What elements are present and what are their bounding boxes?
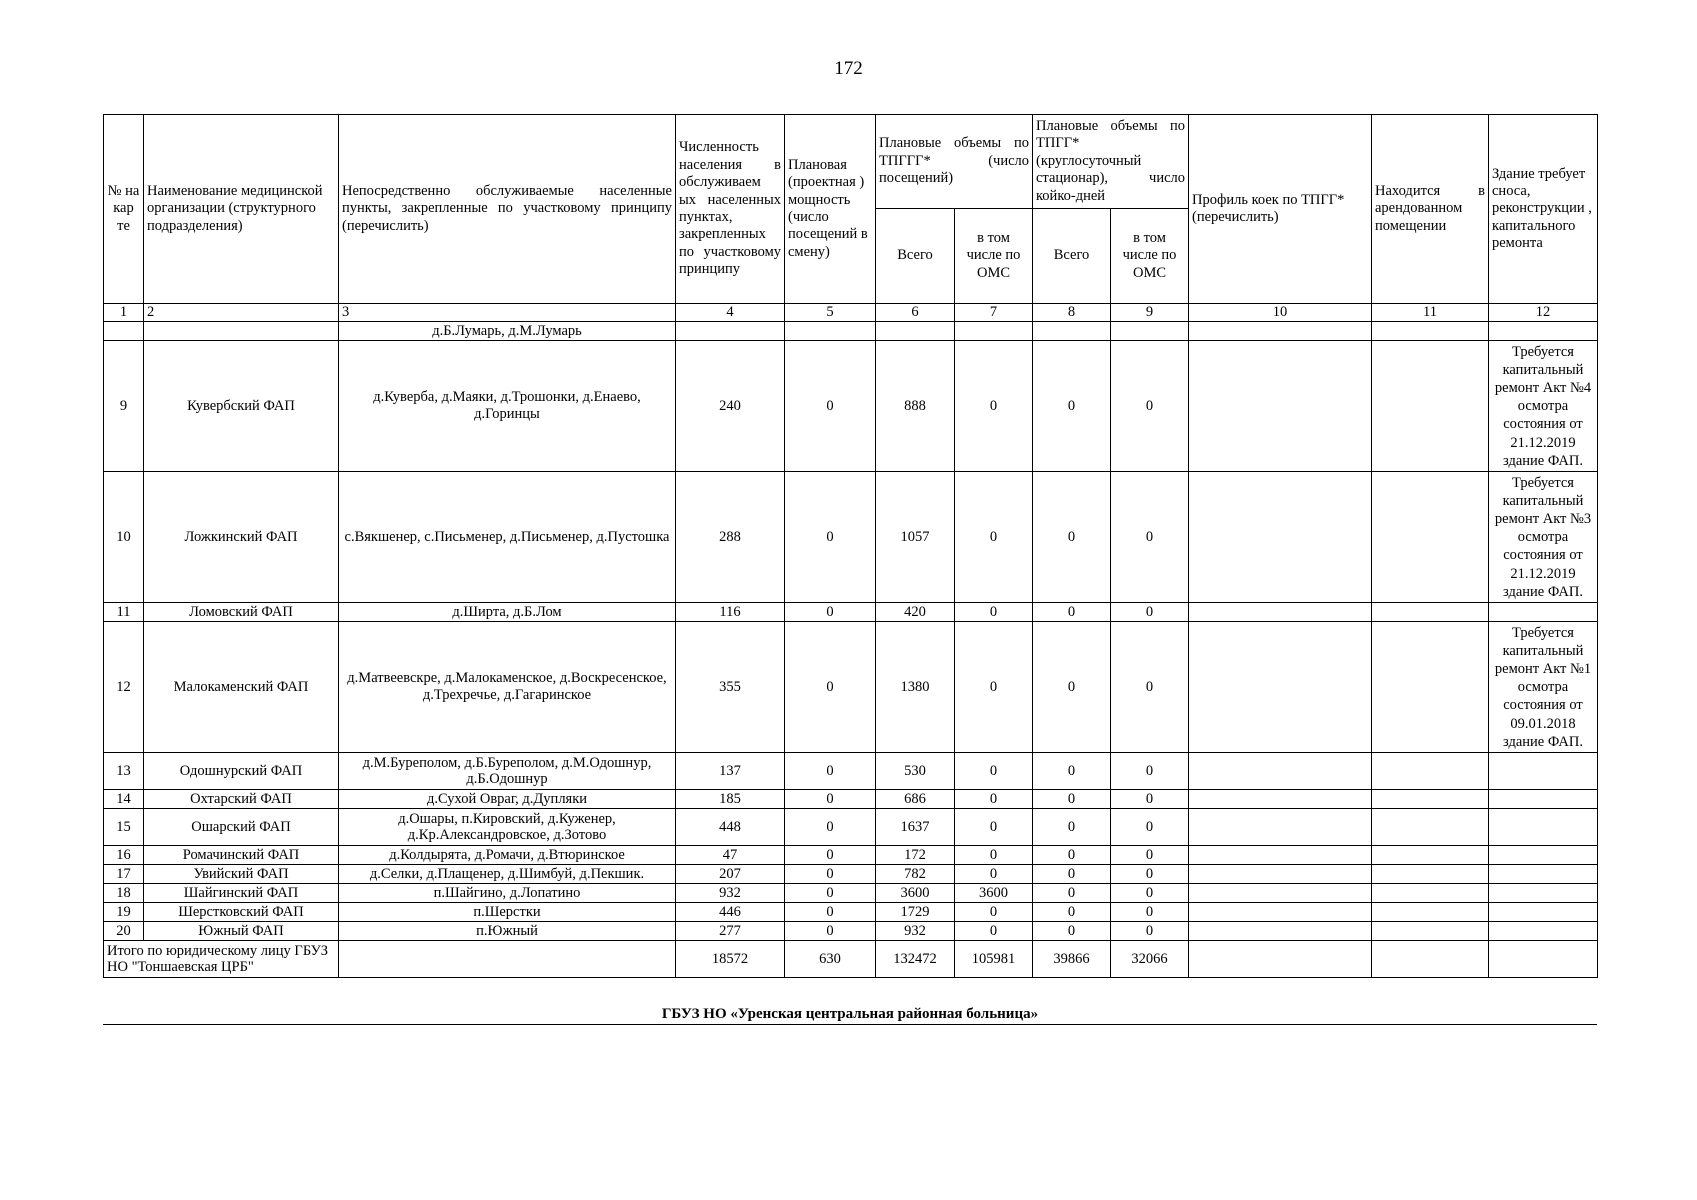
building-note <box>1489 903 1598 922</box>
row-number: 15 <box>104 809 144 846</box>
column-number: 3 <box>339 304 676 322</box>
row-number: 11 <box>104 603 144 622</box>
row-number: 13 <box>104 753 144 790</box>
beds-oms-cell: 0 <box>1111 922 1189 941</box>
row-number: 19 <box>104 903 144 922</box>
population-cell: 207 <box>676 865 785 884</box>
population-cell: 277 <box>676 922 785 941</box>
facility-name: Увийский ФАП <box>144 865 339 884</box>
carry-over-row <box>104 322 1598 341</box>
capacity-cell: 0 <box>785 790 876 809</box>
row-number: 16 <box>104 846 144 865</box>
header-org-name: Наименование медицинской организации (структурного подразделения) <box>144 115 339 304</box>
settlements-cell: п.Южный <box>339 922 676 941</box>
beds-oms-cell: 0 <box>1111 790 1189 809</box>
table-row <box>104 472 1598 603</box>
table-row <box>104 922 1598 941</box>
header-beds-group: Плановые объемы по ТПГГ* (круглосуточный стационар), число койко-дней <box>1033 115 1189 209</box>
header-visits-total: Всего <box>876 209 955 304</box>
settlements-cell: с.Вякшенер, с.Письменер, д.Письменер, д.Пустошка <box>339 472 676 603</box>
visits-total-cell: 530 <box>876 753 955 790</box>
settlements-cell: д.Куверба, д.Маяки, д.Трошонки, д.Енаево, д.Горинцы <box>339 341 676 472</box>
facility-name: Ромачинский ФАП <box>144 846 339 865</box>
column-number: 5 <box>785 304 876 322</box>
building-note: Требуется капитальный ремонт Акт №3 осмотра состояния от 21.12.2019 здание ФАП. <box>1489 472 1598 603</box>
total-beds-oms: 32066 <box>1111 941 1189 978</box>
building-note <box>1489 809 1598 846</box>
total-row <box>104 941 1598 978</box>
table-row <box>104 903 1598 922</box>
population-cell: 355 <box>676 622 785 753</box>
row-number: 18 <box>104 884 144 903</box>
table-row <box>104 884 1598 903</box>
beds-total-cell: 0 <box>1033 603 1111 622</box>
header-number: № на кар те <box>104 115 144 304</box>
header-visits-oms: в том числе по ОМС <box>955 209 1033 304</box>
settlements-cell: д.Колдырята, д.Ромачи, д.Втюринское <box>339 846 676 865</box>
visits-total-cell: 3600 <box>876 884 955 903</box>
building-note <box>1489 865 1598 884</box>
total-visits-oms: 105981 <box>955 941 1033 978</box>
population-cell: 116 <box>676 603 785 622</box>
row-number: 12 <box>104 622 144 753</box>
visits-oms-cell: 3600 <box>955 884 1033 903</box>
next-organization-title: ГБУЗ НО «Уренская центральная районная больница» <box>661 1006 1039 1022</box>
facility-name: Малокаменский ФАП <box>144 622 339 753</box>
visits-total-cell: 1729 <box>876 903 955 922</box>
capacity-cell: 0 <box>785 903 876 922</box>
beds-total-cell: 0 <box>1033 884 1111 903</box>
header-building-repair: Здание требует сноса, реконструкции , капитального ремонта <box>1489 115 1598 304</box>
building-note <box>1489 922 1598 941</box>
population-cell: 240 <box>676 341 785 472</box>
header-bed-profile: Профиль коек по ТПГГ* (перечислить) <box>1189 115 1372 304</box>
capacity-cell: 0 <box>785 846 876 865</box>
settlements-cell: д.Селки, д.Плащенер, д.Шимбуй, д.Пекшик. <box>339 865 676 884</box>
table-row <box>104 622 1598 753</box>
column-numbers-row <box>104 304 1598 322</box>
visits-total-cell: 686 <box>876 790 955 809</box>
building-note <box>1489 846 1598 865</box>
facility-name: Ломовский ФАП <box>144 603 339 622</box>
beds-oms-cell: 0 <box>1111 753 1189 790</box>
visits-total-cell: 932 <box>876 922 955 941</box>
population-cell: 137 <box>676 753 785 790</box>
settlements-cell: п.Шерстки <box>339 903 676 922</box>
beds-total-cell: 0 <box>1033 809 1111 846</box>
header-settlements: Непосредственно обслуживаемые населенные пункты, закрепленные по участковому принципу (перечислить) <box>339 115 676 304</box>
population-cell: 185 <box>676 790 785 809</box>
header-population: Численность населения в обслуживаем ых населенных пунктах, закрепленных по участковому принципу <box>676 115 785 304</box>
visits-oms-cell: 0 <box>955 622 1033 753</box>
visits-total-cell: 1380 <box>876 622 955 753</box>
column-number: 11 <box>1372 304 1489 322</box>
header-beds-total: Всего <box>1033 209 1111 304</box>
column-number: 1 <box>104 304 144 322</box>
beds-total-cell: 0 <box>1033 341 1111 472</box>
beds-oms-cell: 0 <box>1111 603 1189 622</box>
page-number: 172 <box>834 58 863 79</box>
visits-oms-cell: 0 <box>955 472 1033 603</box>
facility-name: Одошнурский ФАП <box>144 753 339 790</box>
visits-oms-cell: 0 <box>955 753 1033 790</box>
facility-name: Шерстковский ФАП <box>144 903 339 922</box>
header-beds-oms: в том числе по ОМС <box>1111 209 1189 304</box>
visits-total-cell: 172 <box>876 846 955 865</box>
total-visits: 132472 <box>876 941 955 978</box>
beds-total-cell: 0 <box>1033 753 1111 790</box>
column-number: 2 <box>144 304 339 322</box>
visits-oms-cell: 0 <box>955 809 1033 846</box>
beds-total-cell: 0 <box>1033 865 1111 884</box>
beds-oms-cell: 0 <box>1111 903 1189 922</box>
column-number: 8 <box>1033 304 1111 322</box>
capacity-cell: 0 <box>785 865 876 884</box>
table-row <box>104 341 1598 472</box>
settlements-cell: д.Сухой Овраг, д.Дупляки <box>339 790 676 809</box>
visits-oms-cell: 0 <box>955 922 1033 941</box>
column-number: 4 <box>676 304 785 322</box>
beds-total-cell: 0 <box>1033 472 1111 603</box>
table-row <box>104 753 1598 790</box>
beds-total-cell: 0 <box>1033 846 1111 865</box>
facility-name: Южный ФАП <box>144 922 339 941</box>
total-label: Итого по юридическому лицу ГБУЗ НО "Тоншаевская ЦРБ" <box>104 941 339 978</box>
total-population: 18572 <box>676 941 785 978</box>
visits-oms-cell: 0 <box>955 603 1033 622</box>
beds-oms-cell: 0 <box>1111 809 1189 846</box>
capacity-cell: 0 <box>785 341 876 472</box>
row-number: 20 <box>104 922 144 941</box>
settlements-cell: д.Б.Лумарь, д.М.Лумарь <box>339 322 676 341</box>
table-row <box>104 809 1598 846</box>
visits-total-cell: 1057 <box>876 472 955 603</box>
visits-total-cell: 420 <box>876 603 955 622</box>
visits-total-cell: 888 <box>876 341 955 472</box>
visits-oms-cell: 0 <box>955 865 1033 884</box>
header-rented: Находится в арендованном помещении <box>1372 115 1489 304</box>
population-cell: 47 <box>676 846 785 865</box>
row-number: 9 <box>104 341 144 472</box>
beds-total-cell: 0 <box>1033 903 1111 922</box>
column-number: 10 <box>1189 304 1372 322</box>
row-number: 14 <box>104 790 144 809</box>
visits-oms-cell: 0 <box>955 341 1033 472</box>
building-note: Требуется капитальный ремонт Акт №1 осмотра состояния от 09.01.2018 здание ФАП. <box>1489 622 1598 753</box>
building-note <box>1489 884 1598 903</box>
visits-oms-cell: 0 <box>955 846 1033 865</box>
column-number: 7 <box>955 304 1033 322</box>
beds-total-cell: 0 <box>1033 790 1111 809</box>
building-note <box>1489 790 1598 809</box>
capacity-cell: 0 <box>785 809 876 846</box>
column-number: 9 <box>1111 304 1189 322</box>
table-row <box>104 790 1598 809</box>
settlements-cell: д.Ошары, п.Кировский, д.Куженер, д.Кр.Александровское, д.Зотово <box>339 809 676 846</box>
facility-name: Ложкинский ФАП <box>144 472 339 603</box>
header-visits-group: Плановые объемы по ТПГГГ* (число посещений) <box>876 115 1033 209</box>
total-capacity: 630 <box>785 941 876 978</box>
capacity-cell: 0 <box>785 922 876 941</box>
table-row <box>104 603 1598 622</box>
visits-oms-cell: 0 <box>955 790 1033 809</box>
settlements-cell: п.Шайгино, д.Лопатино <box>339 884 676 903</box>
beds-oms-cell: 0 <box>1111 472 1189 603</box>
row-number: 17 <box>104 865 144 884</box>
beds-oms-cell: 0 <box>1111 865 1189 884</box>
beds-total-cell: 0 <box>1033 622 1111 753</box>
beds-oms-cell: 0 <box>1111 622 1189 753</box>
divider <box>103 1024 1597 1025</box>
facility-name: Ошарский ФАП <box>144 809 339 846</box>
capacity-cell: 0 <box>785 622 876 753</box>
settlements-cell: д.М.Буреполом, д.Б.Буреполом, д.М.Одошнур, д.Б.Одошнур <box>339 753 676 790</box>
facilities-table <box>103 114 1598 978</box>
capacity-cell: 0 <box>785 472 876 603</box>
building-note: Требуется капитальный ремонт Акт №4 осмотра состояния от 21.12.2019 здание ФАП. <box>1489 341 1598 472</box>
beds-oms-cell: 0 <box>1111 884 1189 903</box>
settlements-cell: д.Матвеевскре, д.Малокаменское, д.Воскресенское, д.Трехречье, д.Гагаринское <box>339 622 676 753</box>
settlements-cell: д.Ширта, д.Б.Лом <box>339 603 676 622</box>
population-cell: 448 <box>676 809 785 846</box>
column-number: 6 <box>876 304 955 322</box>
building-note <box>1489 603 1598 622</box>
facility-name: Шайгинский ФАП <box>144 884 339 903</box>
capacity-cell: 0 <box>785 884 876 903</box>
population-cell: 932 <box>676 884 785 903</box>
capacity-cell: 0 <box>785 753 876 790</box>
facility-name: Кувербский ФАП <box>144 341 339 472</box>
row-number: 10 <box>104 472 144 603</box>
population-cell: 288 <box>676 472 785 603</box>
beds-oms-cell: 0 <box>1111 341 1189 472</box>
facility-name: Охтарский ФАП <box>144 790 339 809</box>
header-capacity: Плановая (проектная ) мощность (число посещений в смену) <box>785 115 876 304</box>
beds-oms-cell: 0 <box>1111 846 1189 865</box>
visits-total-cell: 1637 <box>876 809 955 846</box>
beds-total-cell: 0 <box>1033 922 1111 941</box>
table-row <box>104 865 1598 884</box>
table-row <box>104 846 1598 865</box>
visits-total-cell: 782 <box>876 865 955 884</box>
capacity-cell: 0 <box>785 603 876 622</box>
visits-oms-cell: 0 <box>955 903 1033 922</box>
population-cell: 446 <box>676 903 785 922</box>
table-header <box>104 115 1598 304</box>
column-number: 12 <box>1489 304 1598 322</box>
total-beds: 39866 <box>1033 941 1111 978</box>
building-note <box>1489 753 1598 790</box>
